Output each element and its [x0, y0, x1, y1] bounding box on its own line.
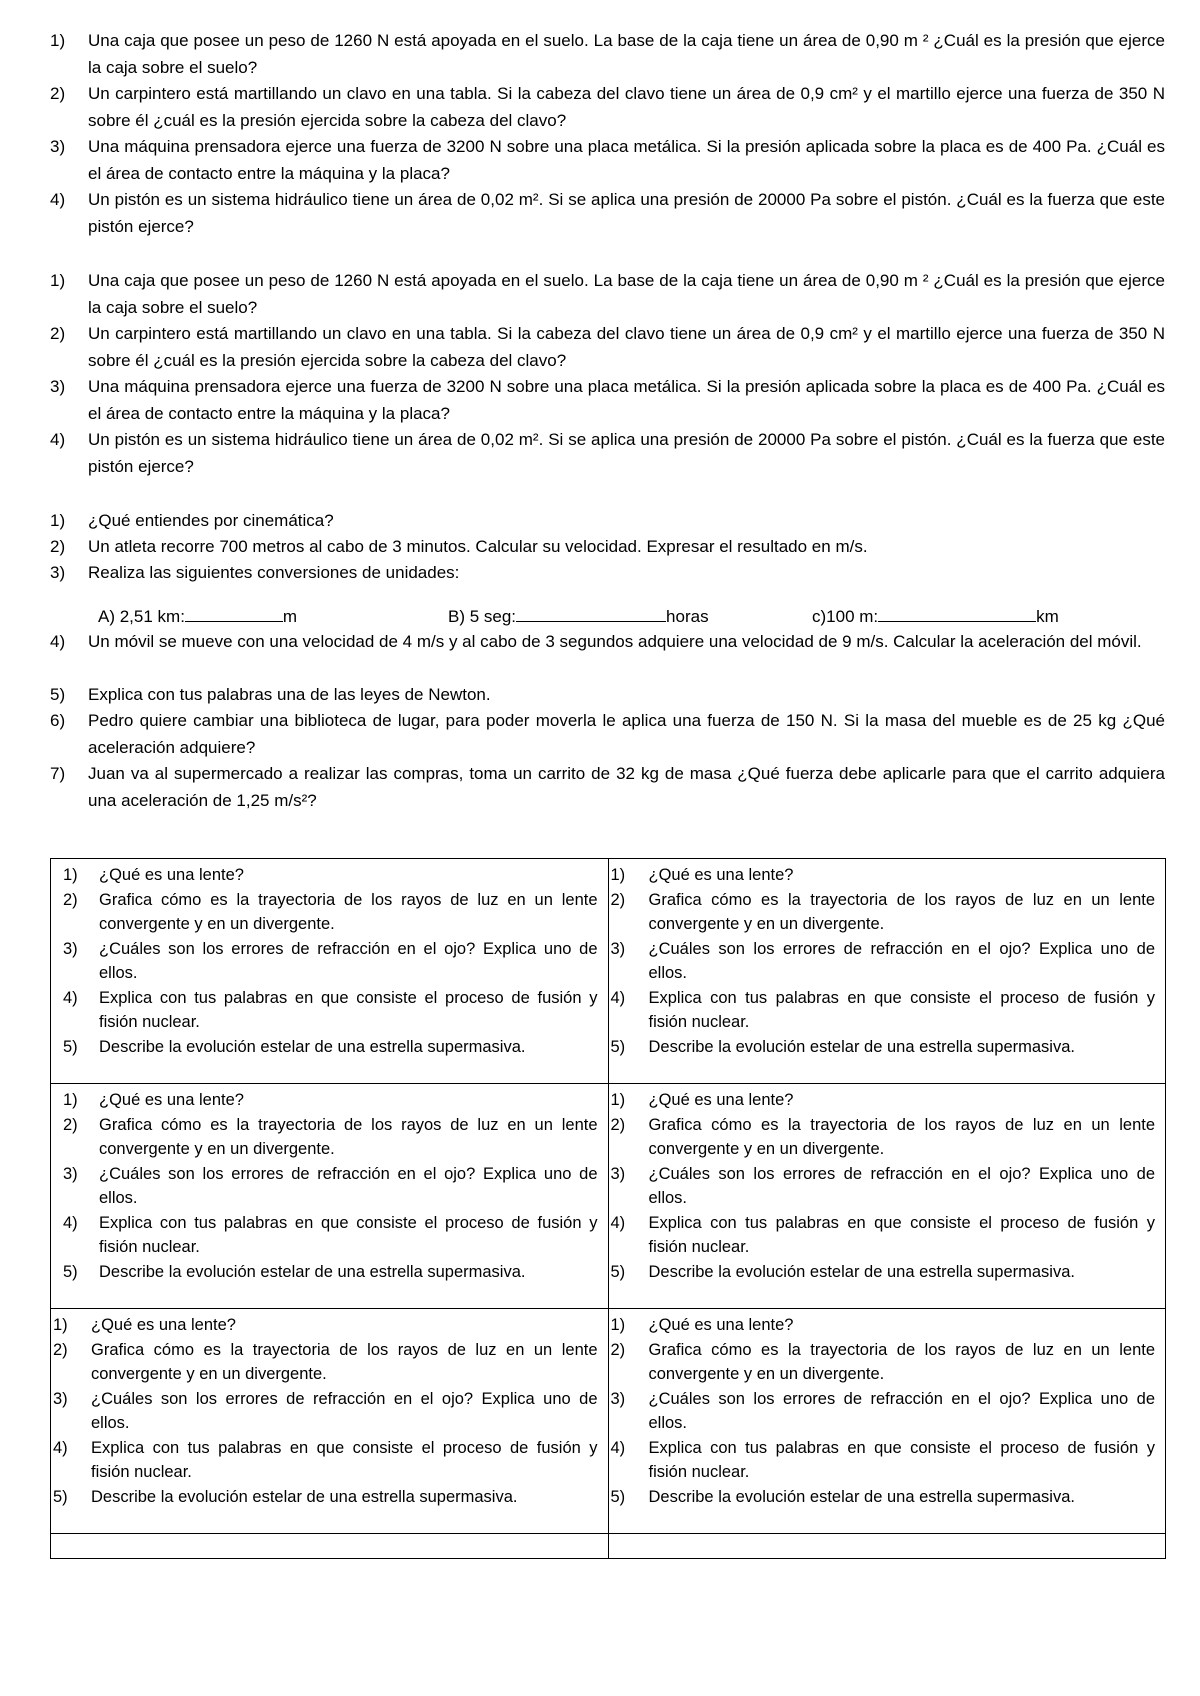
- question-item: 2) Grafica cómo es la trayectoria de los rayos de luz en un lente convergente y en un divergente.: [63, 890, 598, 933]
- answer-blank[interactable]: [878, 607, 1036, 622]
- question-item: 7) Juan va al supermercado a realizar las compras, toma un carrito de 32 kg de masa ¿Qué fuerza debe aplicarle para que el carrito adquiera una aceleración de 1,25 m/s²?: [50, 764, 1165, 810]
- conversion-c: c)100 m: km: [812, 607, 1059, 626]
- question-item: 3) Una máquina prensadora ejerce una fuerza de 3200 N sobre una placa metálica. Si la presión aplicada sobre la placa es de 400 Pa. ¿Cuál es el área de contacto entre la máquina y la placa?: [50, 137, 1165, 183]
- question-item: 2) Un carpintero está martillando un clavo en una tabla. Si la cabeza del clavo tiene un área de 0,9 cm² y el martillo ejerce una fuerza de 350 N sobre él ¿cuál es la presión ejercida sobre la cabeza del clavo?: [50, 84, 1165, 130]
- question-item: 5) Describe la evolución estelar de una estrella supermasiva.: [63, 1262, 526, 1281]
- question-item: 4) Explica con tus palabras en que consiste el proceso de fusión y fisión nuclear.: [53, 1438, 598, 1481]
- conversion-a: A) 2,51 km: m: [98, 607, 298, 626]
- question-item: 3) ¿Cuáles son los errores de refracción en el ojo? Explica uno de ellos.: [610, 939, 1155, 982]
- question-item: 5) Describe la evolución estelar de una estrella supermasiva.: [63, 1037, 526, 1056]
- grid-cell: [51, 1309, 609, 1534]
- question-item: 2) Grafica cómo es la trayectoria de los rayos de luz en un lente convergente y en un divergente.: [53, 1340, 598, 1383]
- question-item: 4) Explica con tus palabras en que consiste el proceso de fusión y fisión nuclear.: [63, 988, 598, 1031]
- question-item: 4) Un móvil se mueve con una velocidad de 4 m/s y al cabo de 3 segundos adquiere una velocidad de 9 m/s. Calcular la aceleración del móvil.: [50, 632, 1142, 651]
- answer-blank[interactable]: [516, 607, 666, 622]
- question-item: 3) ¿Cuáles son los errores de refracción en el ojo? Explica uno de ellos.: [610, 1164, 1155, 1207]
- question-item: 5) Describe la evolución estelar de una estrella supermasiva.: [610, 1037, 1075, 1056]
- question-item: 5) Describe la evolución estelar de una estrella supermasiva.: [610, 1262, 1075, 1281]
- question-item: 2) Un atleta recorre 700 metros al cabo de 3 minutos. Calcular su velocidad. Expresar el resultado en m/s.: [50, 537, 868, 556]
- question-item: 1) ¿Qué entiendes por cinemática?: [50, 511, 334, 530]
- question-item: 4) Un pistón es un sistema hidráulico tiene un área de 0,02 m². Si se aplica una presión de 20000 Pa sobre el pistón. ¿Cuál es la fuerza que este pistón ejerce?: [50, 190, 1165, 236]
- question-item: 3) ¿Cuáles son los errores de refracción en el ojo? Explica uno de ellos.: [53, 1389, 598, 1432]
- grid-cell: [608, 1309, 1166, 1534]
- question-item: 2) Grafica cómo es la trayectoria de los rayos de luz en un lente convergente y en un divergente.: [610, 1340, 1155, 1383]
- empty-grid-cell: [51, 1534, 609, 1559]
- question-item: 1) ¿Qué es una lente?: [53, 1316, 236, 1334]
- question-item: 1) ¿Qué es una lente?: [610, 1316, 794, 1334]
- question-item: 4) Un pistón es un sistema hidráulico tiene un área de 0,02 m². Si se aplica una presión de 20000 Pa sobre el pistón. ¿Cuál es la fuerza que este pistón ejerce?: [50, 430, 1165, 476]
- question-item: 1) Una caja que posee un peso de 1260 N está apoyada en el suelo. La base de la caja tiene un área de 0,90 m ² ¿Cuál es la presión que ejerce la caja sobre el suelo?: [50, 271, 1165, 317]
- question-item: 4) Explica con tus palabras en que consiste el proceso de fusión y fisión nuclear.: [610, 988, 1155, 1031]
- answer-blank[interactable]: [185, 607, 283, 622]
- question-item: 1) ¿Qué es una lente?: [63, 1091, 244, 1109]
- question-item: 3) ¿Cuáles son los errores de refracción en el ojo? Explica uno de ellos.: [610, 1389, 1155, 1432]
- question-item: 3) ¿Cuáles son los errores de refracción en el ojo? Explica uno de ellos.: [63, 939, 598, 982]
- question-item: 4) Explica con tus palabras en que consiste el proceso de fusión y fisión nuclear.: [610, 1438, 1155, 1481]
- question-item: 3) Una máquina prensadora ejerce una fuerza de 3200 N sobre una placa metálica. Si la presión aplicada sobre la placa es de 400 Pa. ¿Cuál es el área de contacto entre la máquina y la placa?: [50, 377, 1165, 423]
- question-item: 2) Un carpintero está martillando un clavo en una tabla. Si la cabeza del clavo tiene un área de 0,9 cm² y el martillo ejerce una fuerza de 350 N sobre él ¿cuál es la presión ejercida sobre la cabeza del clavo?: [50, 324, 1165, 370]
- grid-cell: [51, 1084, 609, 1309]
- question-item: 1) ¿Qué es una lente?: [610, 866, 794, 884]
- question-item: 4) Explica con tus palabras en que consiste el proceso de fusión y fisión nuclear.: [63, 1213, 598, 1256]
- question-item: 6) Pedro quiere cambiar una biblioteca de lugar, para poder moverla le aplica una fuerza de 150 N. Si la masa del mueble es de 25 kg ¿Qué aceleración adquiere?: [50, 711, 1165, 757]
- grid-cell: [51, 859, 609, 1084]
- grid-cell: [608, 859, 1166, 1084]
- question-item: 5) Explica con tus palabras una de las leyes de Newton.: [50, 685, 491, 704]
- question-item: 3) ¿Cuáles son los errores de refracción en el ojo? Explica uno de ellos.: [63, 1164, 598, 1207]
- conversion-b: B) 5 seg: horas: [448, 607, 709, 626]
- question-item: 2) Grafica cómo es la trayectoria de los rayos de luz en un lente convergente y en un divergente.: [610, 890, 1155, 933]
- grid-cell: [608, 1084, 1166, 1309]
- question-item: 4) Explica con tus palabras en que consiste el proceso de fusión y fisión nuclear.: [610, 1213, 1155, 1256]
- question-item: 1) ¿Qué es una lente?: [63, 866, 244, 884]
- question-item: 1) Una caja que posee un peso de 1260 N está apoyada en el suelo. La base de la caja tiene un área de 0,90 m ² ¿Cuál es la presión que ejerce la caja sobre el suelo?: [50, 31, 1165, 77]
- question-item: 5) Describe la evolución estelar de una estrella supermasiva.: [53, 1487, 518, 1506]
- question-item: 5) Describe la evolución estelar de una estrella supermasiva.: [610, 1487, 1075, 1506]
- empty-grid-cell: [608, 1534, 1166, 1559]
- question-item: 2) Grafica cómo es la trayectoria de los rayos de luz en un lente convergente y en un divergente.: [610, 1115, 1155, 1158]
- question-item: 3) Realiza las siguientes conversiones de unidades:: [50, 563, 460, 582]
- question-item: 1) ¿Qué es una lente?: [610, 1091, 794, 1109]
- question-item: 2) Grafica cómo es la trayectoria de los rayos de luz en un lente convergente y en un divergente.: [63, 1115, 598, 1158]
- question-grid: [50, 858, 1166, 1559]
